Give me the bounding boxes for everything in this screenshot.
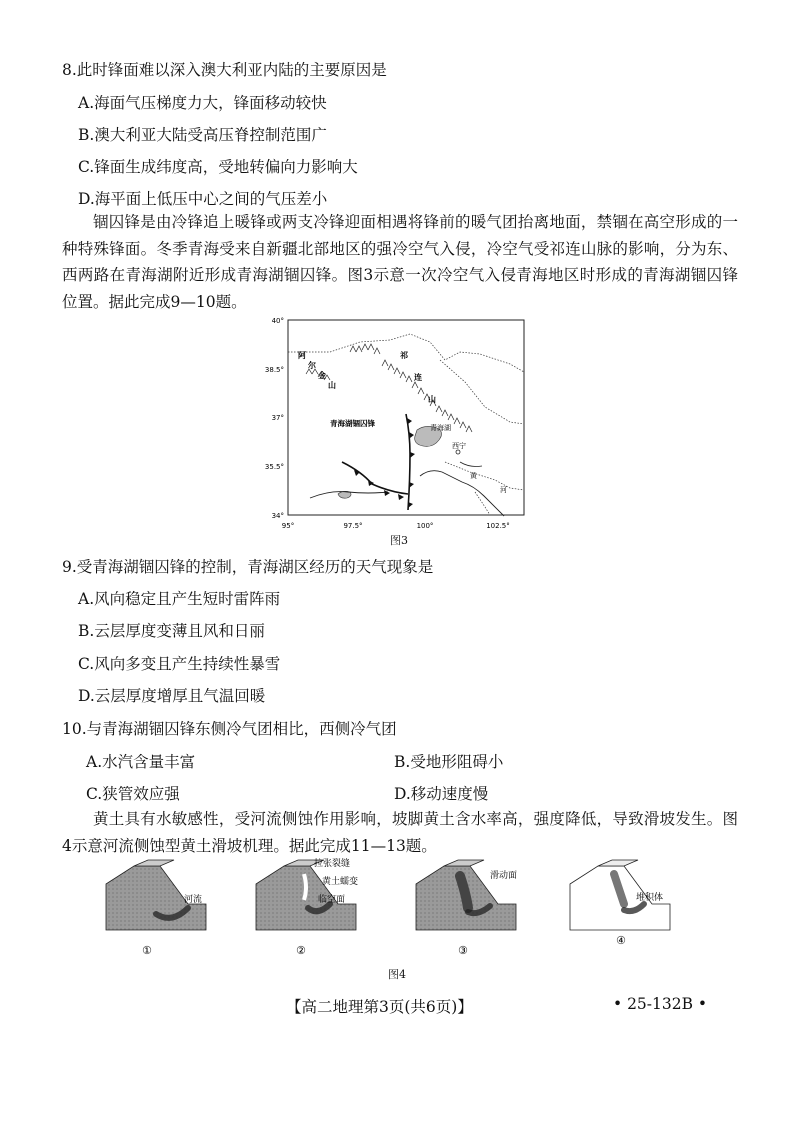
qilian-mountains [382,360,472,432]
lon-label-102-5: 102.5° [486,522,510,530]
lon-label-100: 100° [416,522,434,530]
panel-3-block [416,860,517,930]
intro-occlusion-front: 锢囚锋是由冷锋追上暖锋或两支冷锋迎面相遇将锋前的暖气团抬离地面，禁锢在高空形成的一种特殊锋面。冬季青海受来自新疆北部地区的强冷空气入侵，冷空气受祁连山脉的影响，分为东、西两路在青海湖附近形成青海湖锢囚锋。图3示意一次冷空气入侵青海地区时形成的青海湖锢囚锋位置。据此完成9—10题。 [62,213,738,311]
figure3-map [264,312,532,548]
q10-option-c: C.狭管效应强 [86,785,180,803]
label-xining: 西宁 [452,442,466,450]
figure4-diagram [96,856,716,966]
label-huang: 黄 [470,472,477,480]
label-shan2: 山 [428,395,436,404]
footer-code: • 25-132B • [613,995,708,1013]
label-er: 尔 [308,361,316,370]
label-lian: 连 [414,373,422,382]
footer-page: 【高二地理第3页(共6页)】 [286,998,473,1016]
panel-4-block [570,860,670,930]
q9-option-a: A.风向稳定且产生短时雷阵雨 [78,590,281,608]
q10-stem: 10.与青海湖锢囚锋东侧冷气团相比，西侧冷气团 [62,720,397,738]
label-crack: 拉张裂缝 [314,859,351,869]
label-front: 青海湖锢囚锋 [330,419,375,428]
lat-label-38-5: 38.5° [264,366,284,374]
label-slip-surface: 滑动面 [490,871,518,881]
lat-label-34: 34° [271,512,284,520]
xining-marker [456,450,460,454]
q8-option-a: A.海面气压梯度力大，锋面移动较快 [78,94,327,112]
panel-1-block [106,860,206,930]
q10-option-d: D.移动速度慢 [394,785,489,803]
q8-option-d: D.海平面上低压中心之间的气压差小 [78,190,328,208]
yellow-river [420,471,504,516]
q10-option-b: B.受地形阻碍小 [394,753,504,771]
label-jin: 金 [318,371,326,380]
panel-2-block [256,857,358,930]
panel-3-number: ③ [458,944,468,957]
lat-label-40: 40° [271,317,284,325]
lat-label-37: 37° [271,414,284,422]
occluded-front-line [406,414,410,510]
label-river: 河流 [184,895,203,905]
lon-label-95: 95° [281,522,295,530]
label-creep: 黄土蠕变 [322,877,359,887]
lon-label-97-5: 97.5° [343,522,363,530]
label-he: 河 [500,486,507,494]
figure4-caption: 图4 [388,968,406,981]
q8-option-c: C.锋面生成纬度高，受地转偏向力影响大 [78,158,358,176]
lat-label-35-5: 35.5° [264,463,284,471]
q9-option-d: D.云层厚度增厚且气温回暖 [78,687,266,705]
label-lake: 青海湖 [430,424,451,432]
q10-option-a: A.水汽含量丰富 [86,753,196,771]
q9-stem: 9.受青海湖锢囚锋的控制，青海湖区经历的天气现象是 [62,558,434,576]
q9-option-b: B.云层厚度变薄且风和日丽 [78,622,265,640]
q8-option-b: B.澳大利亚大陆受高压脊控制范围广 [78,126,327,144]
panel-4-number: ④ [616,934,626,947]
q9-option-c: C.风向多变且产生持续性暴雪 [78,655,281,673]
label-qi: 祁 [400,351,408,360]
label-a: 阿 [298,351,306,360]
figure3-caption: 图3 [390,534,408,547]
label-shan1: 山 [328,381,336,390]
panel-1-number: ① [142,944,152,957]
label-free-face: 临空面 [318,895,346,905]
intro-loess: 黄土具有水敏感性，受河流侧蚀作用影响，坡脚黄土含水率高，强度降低，导致滑坡发生。图4示意河流侧蚀型黄土滑坡机理。据此完成11—13题。 [62,810,738,855]
panel-2-number: ② [296,944,306,957]
q8-stem: 8.此时锋面难以深入澳大利亚内陆的主要原因是 [62,61,387,79]
label-deposit: 堆积体 [636,893,664,903]
